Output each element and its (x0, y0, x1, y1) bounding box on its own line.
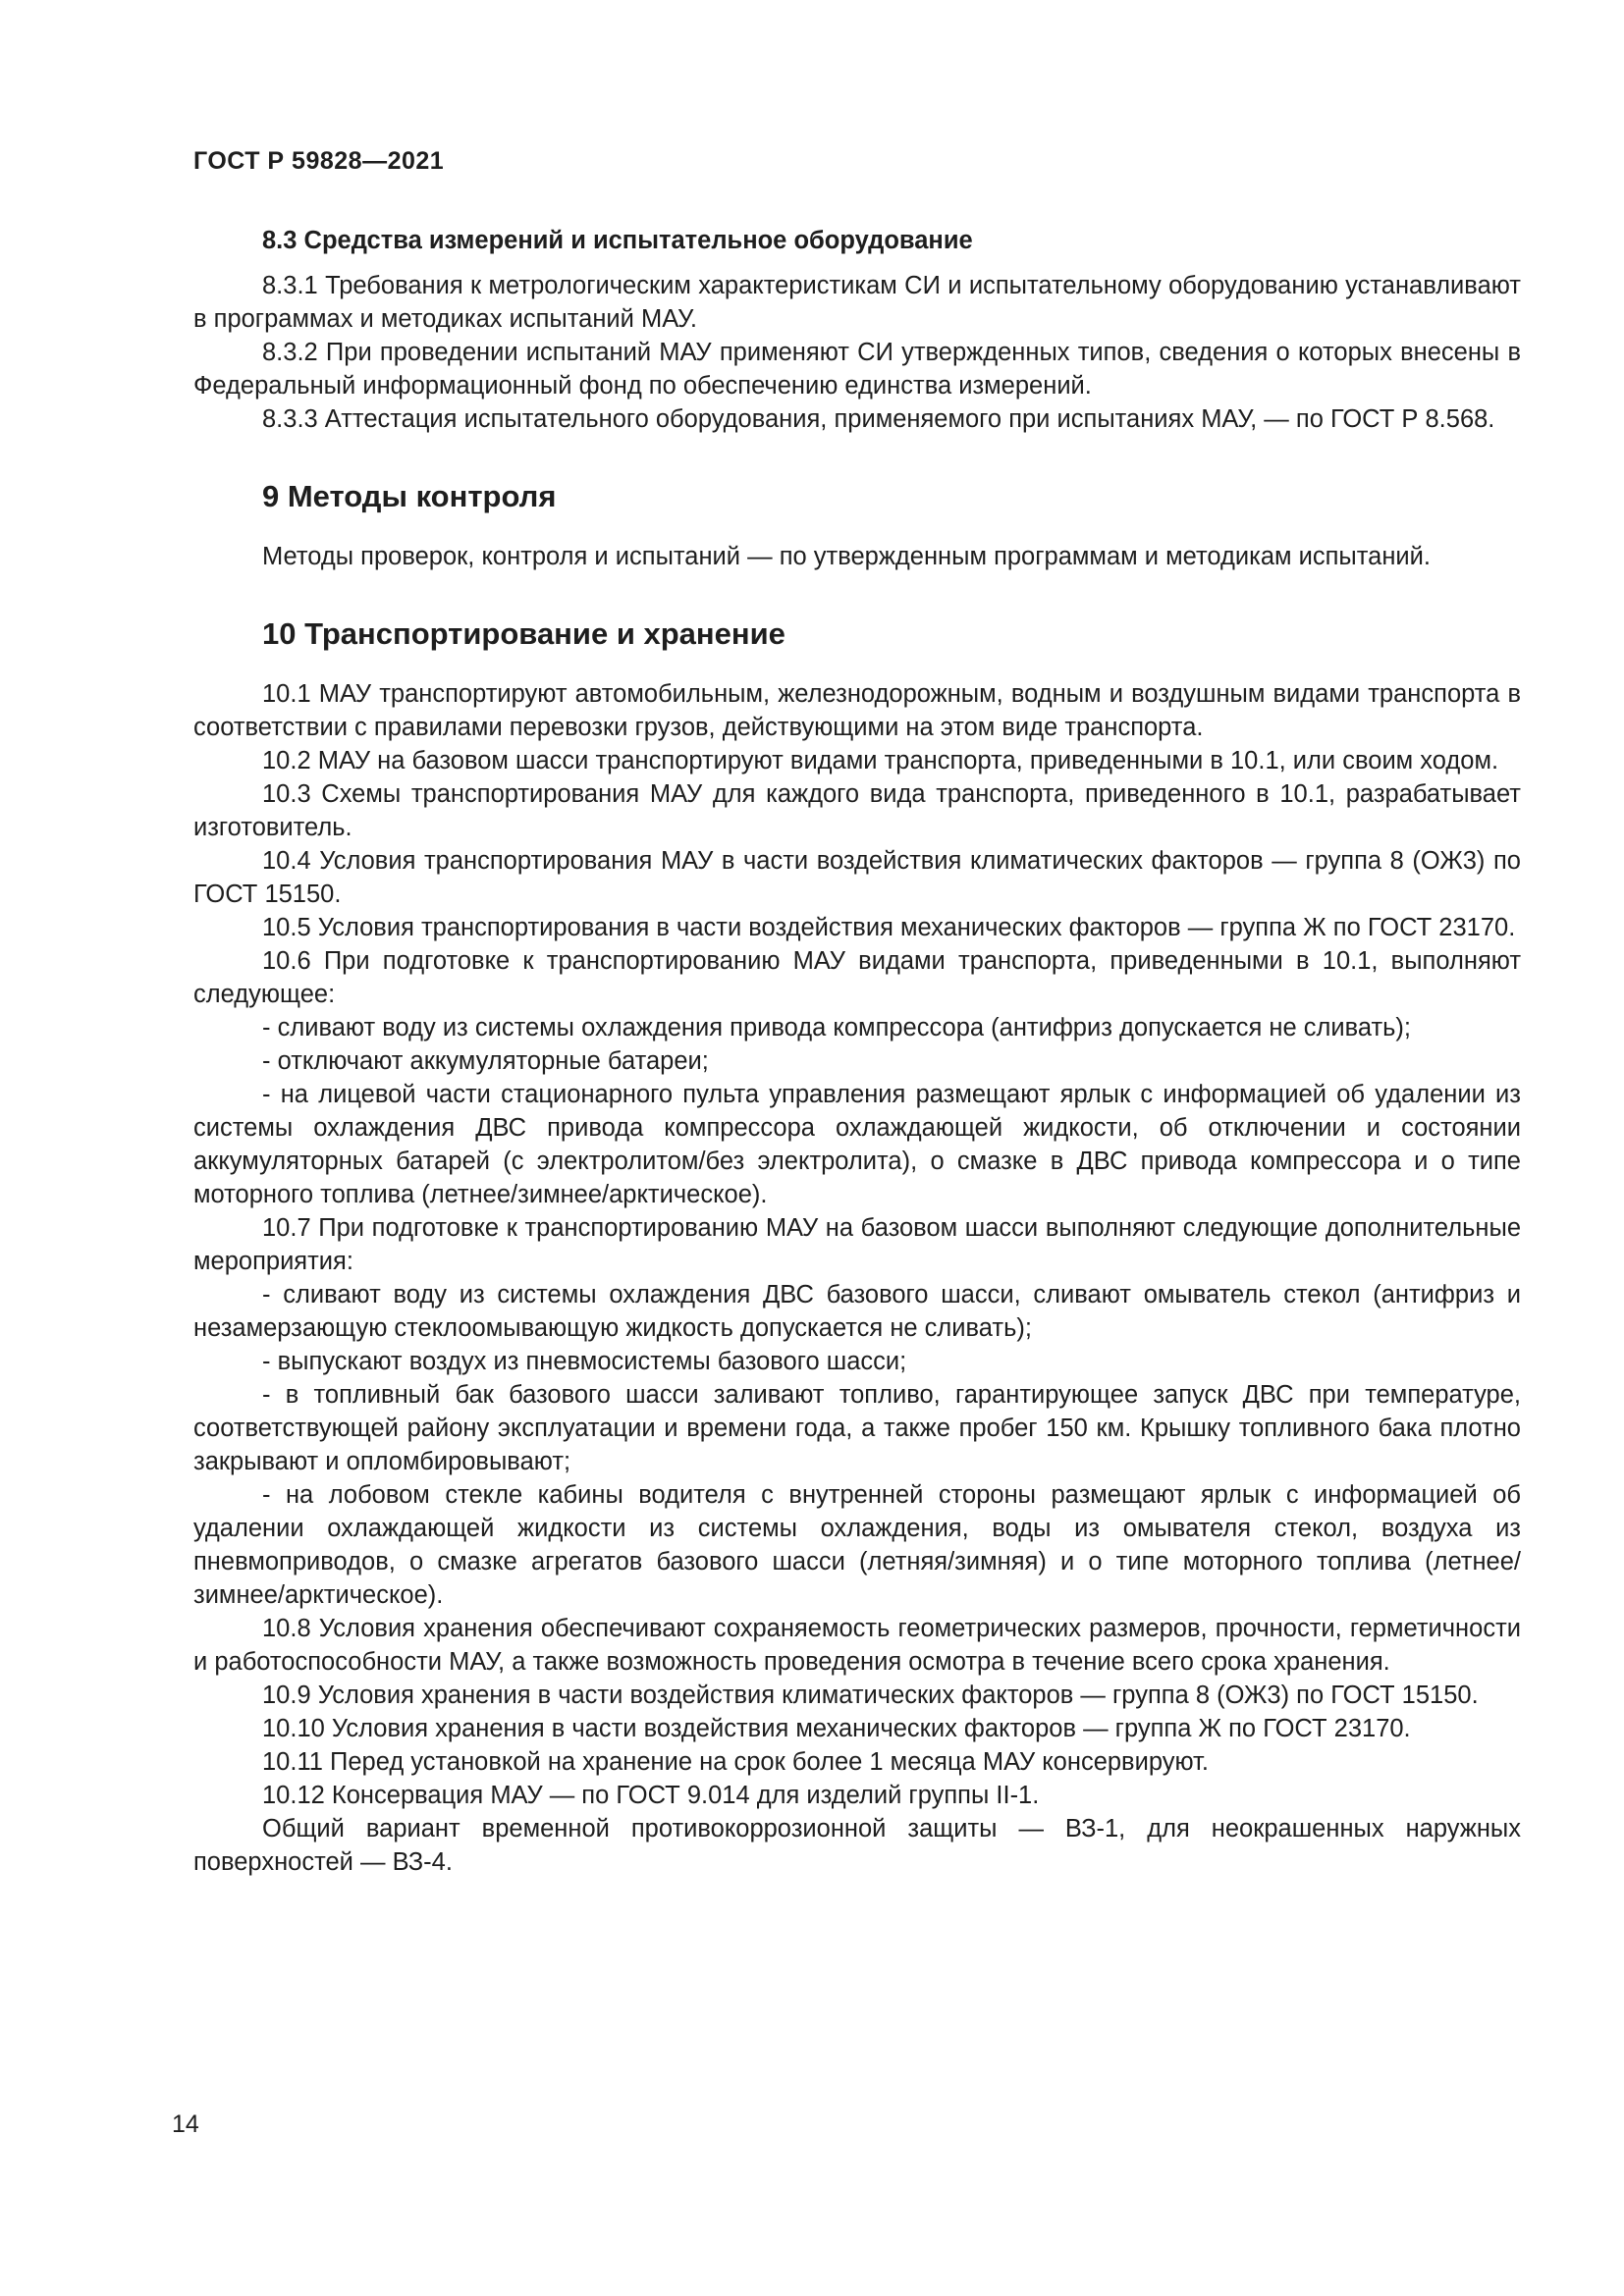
paragraph-10-11: 10.11 Перед установкой на хранение на срок более 1 месяца МАУ консервируют. (262, 1748, 1209, 1776)
paragraph-10-5: 10.5 Условия транспортирования в части воздействия механических факторов — группа Ж по ГОСТ 23170. (262, 914, 1516, 941)
list-item-10-6-b: - отключают аккумуляторные батареи; (262, 1047, 709, 1075)
paragraph-9: Методы проверок, контроля и испытаний — по утвержденным программам и методикам испытаний. (262, 543, 1431, 570)
list-item-10-7-c: - в топливный бак базового шасси заливают топливо, гарантирующее запуск ДВС при температуре, соответствующей району эксплуатации и времени года, а также пробег 150 км. Крышку топливного бака плотно закрывают и опломбировывают; (193, 1381, 1521, 1475)
document-identifier: ГОСТ Р 59828—2021 (193, 147, 445, 175)
paragraph-10-7: 10.7 При подготовке к транспортированию МАУ на базовом шасси выполняют следующие дополнительные мероприятия: (193, 1214, 1521, 1275)
page-number: 14 (172, 2110, 199, 2138)
list-item-10-7-b: - выпускают воздух из пневмосистемы базового шасси; (262, 1348, 907, 1375)
section-title-9: 9 Методы контроля (262, 479, 557, 513)
paragraph-10-9: 10.9 Условия хранения в части воздействия климатических факторов — группа 8 (ОЖ3) по ГОСТ 15150. (262, 1682, 1479, 1709)
paragraph-10-3: 10.3 Схемы транспортирования МАУ для каждого вида транспорта, приведенного в 10.1, разрабатывает изготовитель. (193, 780, 1521, 841)
paragraph-10-12-note: Общий вариант временной противокоррозионной защиты — ВЗ-1, для неокрашенных наружных поверхностей — ВЗ-4. (193, 1815, 1521, 1876)
paragraph-8-3-1: 8.3.1 Требования к метрологическим характеристикам СИ и испытательному оборудованию устанавливают в программах и методиках испытаний МАУ. (193, 272, 1521, 333)
subsection-title-8-3: 8.3 Средства измерений и испытательное оборудование (262, 227, 973, 254)
list-item-10-7-d: - на лобовом стекле кабины водителя с внутренней стороны размещают ярлык с информацией об удалении охлаждающей жидкости из системы охлаждения, воды из омывателя стекол, воздуха из пневмоприводов, о смазке агрегатов базового шасси (летняя/зимняя) и о типе моторного топлива (летнее/зимнее/арктическое). (193, 1481, 1521, 1609)
document-body (193, 224, 1521, 1879)
paragraph-10-1: 10.1 МАУ транспортируют автомобильным, железнодорожным, водным и воздушным видами транспорта в соответствии с правилами перевозки грузов, действующими на этом виде транспорта. (193, 680, 1521, 741)
paragraph-10-10: 10.10 Условия хранения в части воздействия механических факторов — группа Ж по ГОСТ 23170. (262, 1715, 1411, 1742)
paragraph-10-4: 10.4 Условия транспортирования МАУ в части воздействия климатических факторов — группа 8 (ОЖ3) по ГОСТ 15150. (193, 847, 1521, 908)
paragraph-8-3-3: 8.3.3 Аттестация испытательного оборудования, применяемого при испытаниях МАУ, — по ГОСТ Р 8.568. (262, 405, 1495, 433)
paragraph-8-3-2: 8.3.2 При проведении испытаний МАУ применяют СИ утвержденных типов, сведения о которых внесены в Федеральный информационный фонд по обеспечению единства измерений. (193, 339, 1521, 400)
paragraph-10-8: 10.8 Условия хранения обеспечивают сохраняемость геометрических размеров, прочности, герметичности и работоспособности МАУ, а также возможность проведения осмотра в течение всего срока хранения. (193, 1615, 1521, 1676)
paragraph-10-2: 10.2 МАУ на базовом шасси транспортируют видами транспорта, приведенными в 10.1, или своим ходом. (262, 747, 1499, 774)
list-item-10-6-c: - на лицевой части стационарного пульта управления размещают ярлык с информацией об удалении из системы охлаждения ДВС привода компрессора охлаждающей жидкости, об отключении и состоянии аккумуляторных батарей (с электролитом/без электролита), о смазке в ДВС привода компрессора и о типе моторного топлива (летнее/зимнее/арктическое). (193, 1081, 1521, 1208)
paragraph-10-6: 10.6 При подготовке к транспортированию МАУ видами транспорта, приведенными в 10.1, выполняют следующее: (193, 947, 1521, 1008)
paragraph-10-12: 10.12 Консервация МАУ — по ГОСТ 9.014 для изделий группы II-1. (262, 1782, 1040, 1809)
section-title-10: 10 Транспортирование и хранение (262, 616, 785, 651)
list-item-10-7-a: - сливают воду из системы охлаждения ДВС базового шасси, сливают омыватель стекол (антифриз и незамерзающую стеклоомывающую жидкость допускается не сливать); (193, 1281, 1521, 1342)
list-item-10-6-a: - сливают воду из системы охлаждения привода компрессора (антифриз допускается не сливать); (262, 1014, 1412, 1041)
